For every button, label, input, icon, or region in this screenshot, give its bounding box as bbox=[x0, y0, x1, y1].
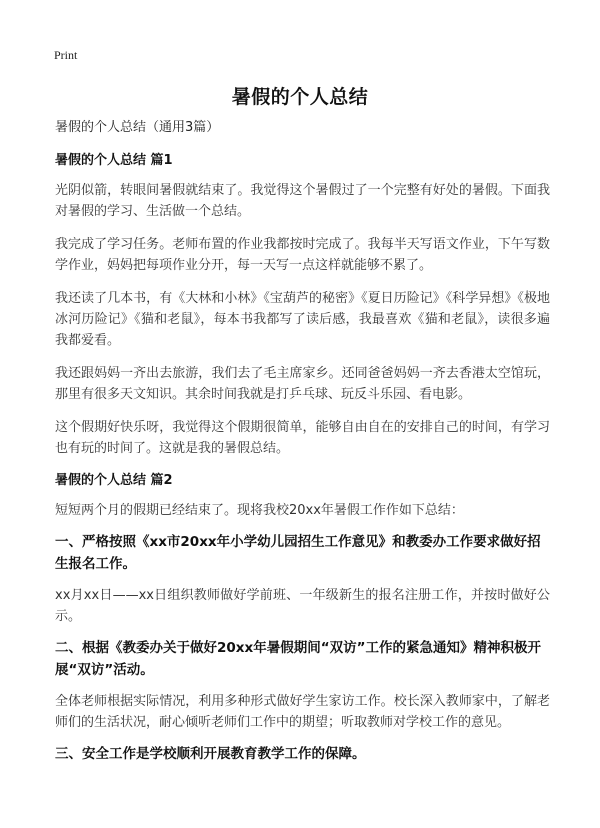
section2-item-1-text: xx月xx日——xx日组织教师做好学前班、一年级新生的报名注册工作，并按时做好公示。 bbox=[55, 588, 550, 624]
print-link[interactable]: Print bbox=[54, 48, 78, 62]
section1-paragraph-2: 我完成了学习任务。老师布置的作业我都按时完成了。我每半天写语文作业，下午写数学作业，妈妈把每项作业分开，每一天写一点这样就能够不累了。 bbox=[55, 237, 550, 273]
section2-item-2-text: 全体老师根据实际情况，利用多种形式做好学生家访工作。校长深入教师家中，了解老师们的生活状况，耐心倾听老师们工作中的期望；听取教师对学校工作的意见。 bbox=[55, 694, 550, 730]
section2-item-1-heading: 一、严格按照《xx市20xx年小学幼儿园招生工作意见》和教委办工作要求做好招生报名工作。 bbox=[55, 534, 541, 572]
section1-paragraph-4: 我还跟妈妈一齐出去旅游，我们去了毛主席家乡。还同爸爸妈妈一齐去香港太空馆玩，那里有很多天文知识。其余时间我就是打乒乓球、玩反斗乐园、看电影。 bbox=[55, 366, 550, 402]
document-body bbox=[55, 118, 550, 775]
section-heading-1: 暑假的个人总结 篇1 bbox=[55, 153, 173, 168]
document-subtitle: 暑假的个人总结（通用3篇） bbox=[55, 120, 220, 135]
section2-item-3-heading: 三、安全工作是学校顺利开展教育教学工作的保障。 bbox=[55, 746, 366, 762]
section-heading-2: 暑假的个人总结 篇2 bbox=[55, 473, 173, 488]
section1-paragraph-3: 我还读了几本书，有《大林和小林》《宝葫芦的秘密》《夏日历险记》《科学异想》《极地冰河历险记》《猫和老鼠》，每本书我都写了读后感，我最喜欢《猫和老鼠》，读很多遍我都爱看。 bbox=[55, 291, 550, 348]
section1-paragraph-5: 这个假期好快乐呀，我觉得这个假期很简单，能够自由自在的安排自己的时间，有学习也有玩的时间了。这就是我的暑假总结。 bbox=[55, 420, 550, 456]
page-title: 暑假的个人总结 bbox=[231, 86, 369, 108]
section2-item-2-heading: 二、根据《教委办关于做好20xx年暑假期间“双访”工作的紧急通知》精神积极开展“双访”活动。 bbox=[55, 640, 541, 678]
section2-intro: 短短两个月的假期已经结束了。现将我校20xx年暑假工作作如下总结： bbox=[55, 503, 464, 518]
section1-paragraph-1: 光阴似箭，转眼间暑假就结束了。我觉得这个暑假过了一个完整有好处的暑假。下面我对暑假的学习、生活做一个总结。 bbox=[55, 183, 550, 219]
